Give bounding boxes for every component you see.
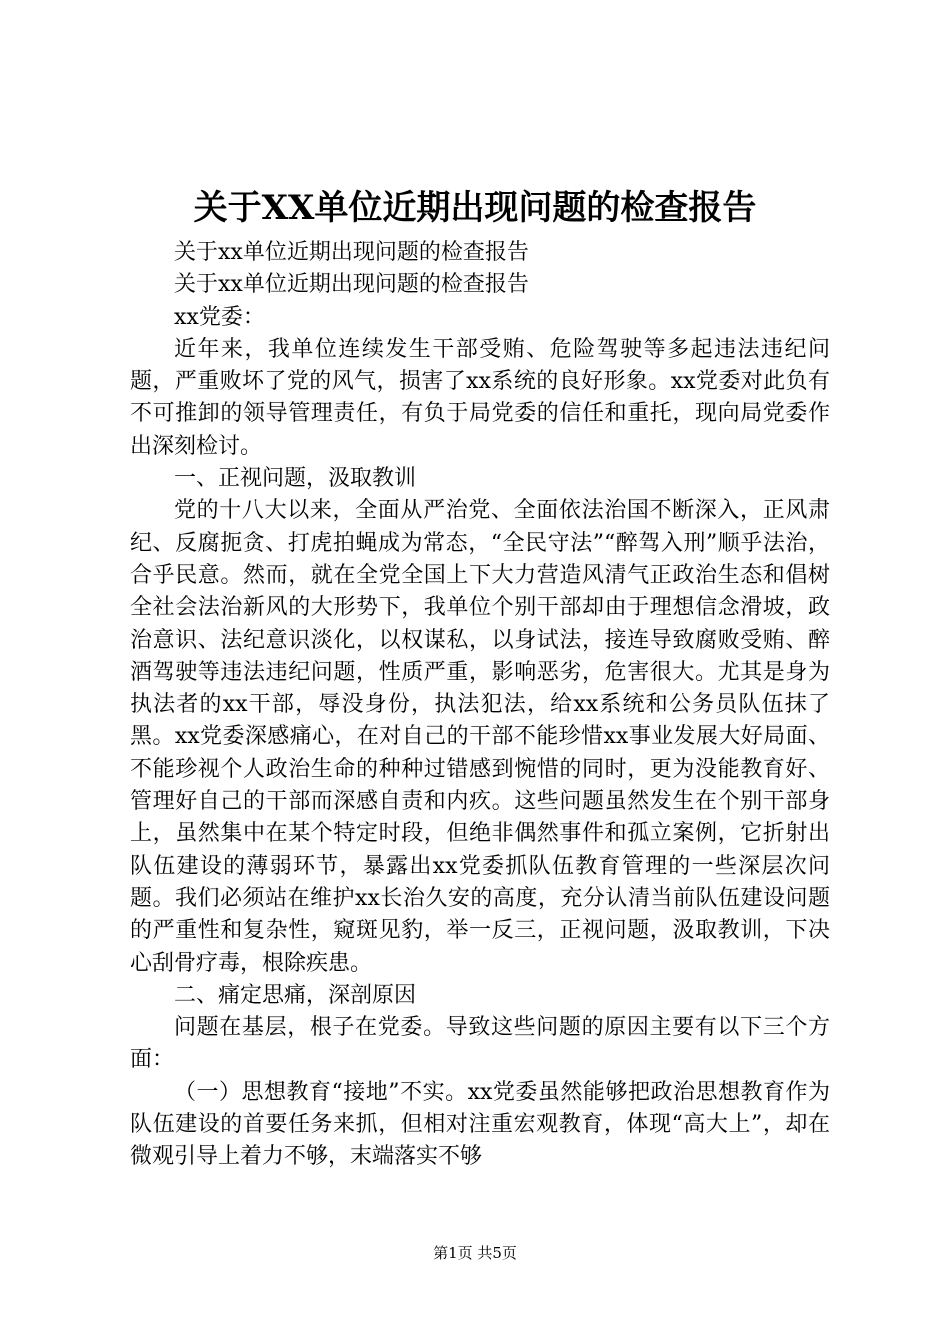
page-footer: 第1页 共5页 xyxy=(433,1244,517,1262)
paragraph-salutation: xx党委： xyxy=(174,304,265,330)
paragraph-subtitle-repeat: 关于xx单位近期出现问题的检查报告 xyxy=(174,272,529,298)
paragraph-section-1: 党的十八大以来，全面从严治党、全面依法治国不断深入，正风肃纪、反腐扼贪、打虎拍蝇成为常态，“全民守法”“醉驾入刑”顺乎法治，合乎民意。然而，就在全党全国上下大力营造风清气正政治生态和倡树全社会法治新风的大形势下，我单位个别干部却由于理想信念滑坡，政治意识、法纪意识淡化，以权谋私，以身试法，接连导致腐败受贿、醉酒驾驶等违法违纪问题，性质严重，影响恶劣，危害很大。尤其是身为执法者的xx干部，辱没身份，执法犯法，给xx系统和公务员队伍抹了黑。xx党委深感痛心，在对自己的干部不能珍惜xx事业发展大好局面、不能珍视个人政治生命的种种过错感到惋惜的同时，更为没能教育好、管理好自己的干部而深感自责和内疚。这些问题虽然发生在个别干部身上，虽然集中在某个特定时段，但绝非偶然事件和孤立案例，它折射出队伍建设的薄弱环节，暴露出xx党委抓队伍教育管理的一些深层次问题。我们必须站在维护xx长治久安的高度，充分认清当前队伍建设问题的严重性和复杂性，窥斑见豹，举一反三，正视问题，汲取教训，下决心刮骨疗毒，根除疾患。 xyxy=(130,498,830,976)
section-heading-1: 一、正视问题，汲取教训 xyxy=(174,466,417,492)
paragraph-section-2-intro: 问题在基层，根子在党委。导致这些问题的原因主要有以下三个方面： xyxy=(130,1015,830,1073)
paragraph-intro: 近年来，我单位连续发生干部受贿、危险驾驶等多起违法违纪问题，严重败坏了党的风气，损害了xx系统的良好形象。xx党委对此负有不可推卸的领导管理责任，有负于局党委的信任和重托，现向局党委作出深刻检讨。 xyxy=(130,336,830,459)
document-title: 关于XX单位近期出现问题的检查报告 xyxy=(193,188,757,228)
section-heading-2: 二、痛定思痛，深剖原因 xyxy=(174,982,417,1008)
paragraph-subtitle: 关于xx单位近期出现问题的检查报告 xyxy=(174,240,529,265)
document-body xyxy=(130,237,830,1174)
paragraph-subsection-1: （一）思想教育“接地”不实。xx党委虽然能够把政治思想教育作为队伍建设的首要任务来抓，但相对注重宏观教育，体现“高大上”，却在微观引导上着力不够，末端落实不够 xyxy=(130,1079,830,1170)
